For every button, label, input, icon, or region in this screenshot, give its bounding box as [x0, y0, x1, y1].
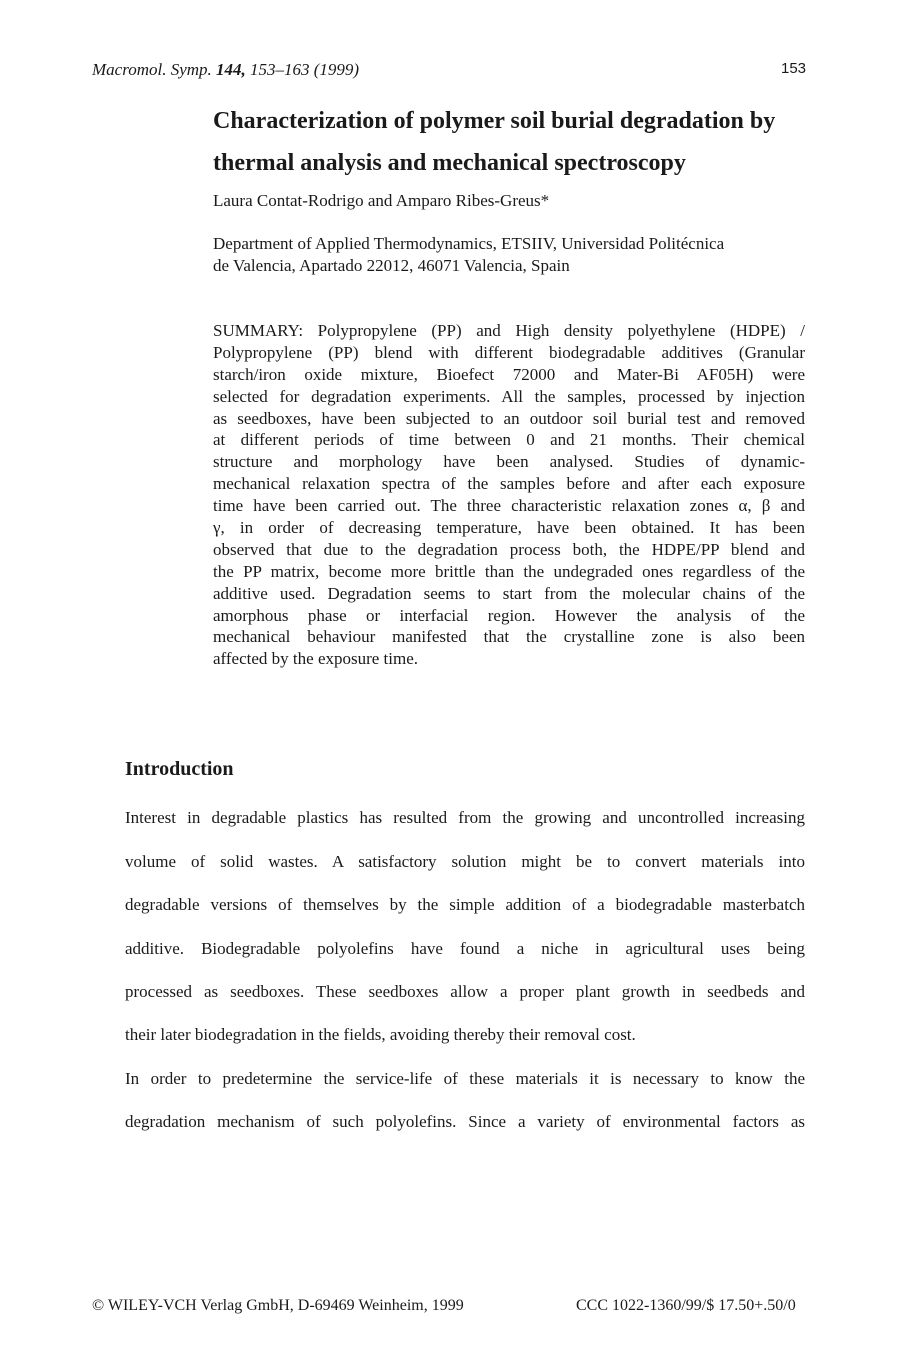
journal-pages-year: 153–163 (1999): [250, 60, 360, 79]
summary-line: SUMMARY: Polypropylene (PP) and High density polyethylene (HDPE) /: [213, 321, 805, 340]
title-line: thermal analysis and mechanical spectroscopy: [213, 150, 686, 176]
summary-line: structure and morphology have been analysed. Studies of dynamic-: [213, 452, 805, 472]
title-line: Characterization of polymer soil burial degradation by: [213, 108, 776, 134]
paper-title: [213, 100, 813, 184]
introduction-heading: Introduction: [125, 758, 234, 780]
summary-line: Polypropylene (PP) blend with different biodegradable additives (Granular: [213, 342, 805, 362]
introduction-line: processed as seedboxes. These seedboxes allow a proper plant growth in seedbeds and: [125, 982, 805, 1001]
journal-volume: 144,: [216, 60, 246, 79]
affiliation: [213, 233, 805, 277]
summary-abstract: [213, 320, 805, 670]
summary-line: as seedboxes, have been subjected to an outdoor soil burial test and removed: [213, 408, 805, 428]
summary-line: additive used. Degradation seems to start from the molecular chains of the: [213, 583, 805, 603]
introduction-line: Interest in degradable plastics has resulted from the growing and uncontrolled increasing: [125, 808, 805, 827]
summary-line: time have been carried out. The three characteristic relaxation zones α, β and: [213, 496, 805, 516]
summary-line: γ, in order of decreasing temperature, have been obtained. It has been: [213, 518, 805, 538]
summary-line: mechanical behaviour manifested that the crystalline zone is also been: [213, 627, 805, 647]
ccc-code-footer: CCC 1022-1360/99/$ 17.50+.50/0: [576, 1297, 796, 1314]
introduction-line: additive. Biodegradable polyolefins have found a niche in agricultural uses being: [125, 938, 805, 958]
authors: Laura Contat-Rodrigo and Amparo Ribes-Greus*: [213, 191, 550, 210]
introduction-line: In order to predetermine the service-life of these materials it is necessary to know the: [125, 1069, 805, 1088]
affiliation-line: de Valencia, Apartado 22012, 46071 Valencia, Spain: [213, 256, 570, 275]
summary-line: affected by the exposure time.: [213, 649, 419, 669]
publisher-footer: © WILEY-VCH Verlag GmbH, D-69469 Weinheim, 1999: [92, 1297, 464, 1314]
journal-reference: [92, 60, 359, 80]
introduction-line: degradation mechanism of such polyolefins. Since a variety of environmental factors as: [125, 1112, 805, 1131]
introduction-line: volume of solid wastes. A satisfactory solution might be to convert materials into: [125, 851, 805, 871]
summary-line: amorphous phase or interfacial region. However the analysis of the: [213, 605, 805, 625]
introduction-line: degradable versions of themselves by the simple addition of a biodegradable masterbatch: [125, 895, 805, 914]
introduction-line: their later biodegradation in the fields, avoiding thereby their removal cost.: [125, 1025, 636, 1044]
summary-line: mechanical relaxation spectra of the samples before and after each exposure: [213, 474, 805, 494]
affiliation-line: Department of Applied Thermodynamics, ETSIIV, Universidad Politécnica: [213, 234, 725, 253]
summary-line: the PP matrix, become more brittle than the undegraded ones regardless of the: [213, 561, 805, 581]
page-number: 153: [781, 60, 807, 77]
journal-name: Macromol. Symp.: [92, 60, 212, 79]
summary-line: at different periods of time between 0 and 21 months. Their chemical: [213, 430, 805, 450]
summary-line: selected for degradation experiments. All the samples, processed by injection: [213, 386, 805, 406]
summary-line: starch/iron oxide mixture, Bioefect 72000 and Mater-Bi AF05H) were: [213, 364, 805, 384]
summary-line: observed that due to the degradation process both, the HDPE/PP blend and: [213, 539, 805, 559]
